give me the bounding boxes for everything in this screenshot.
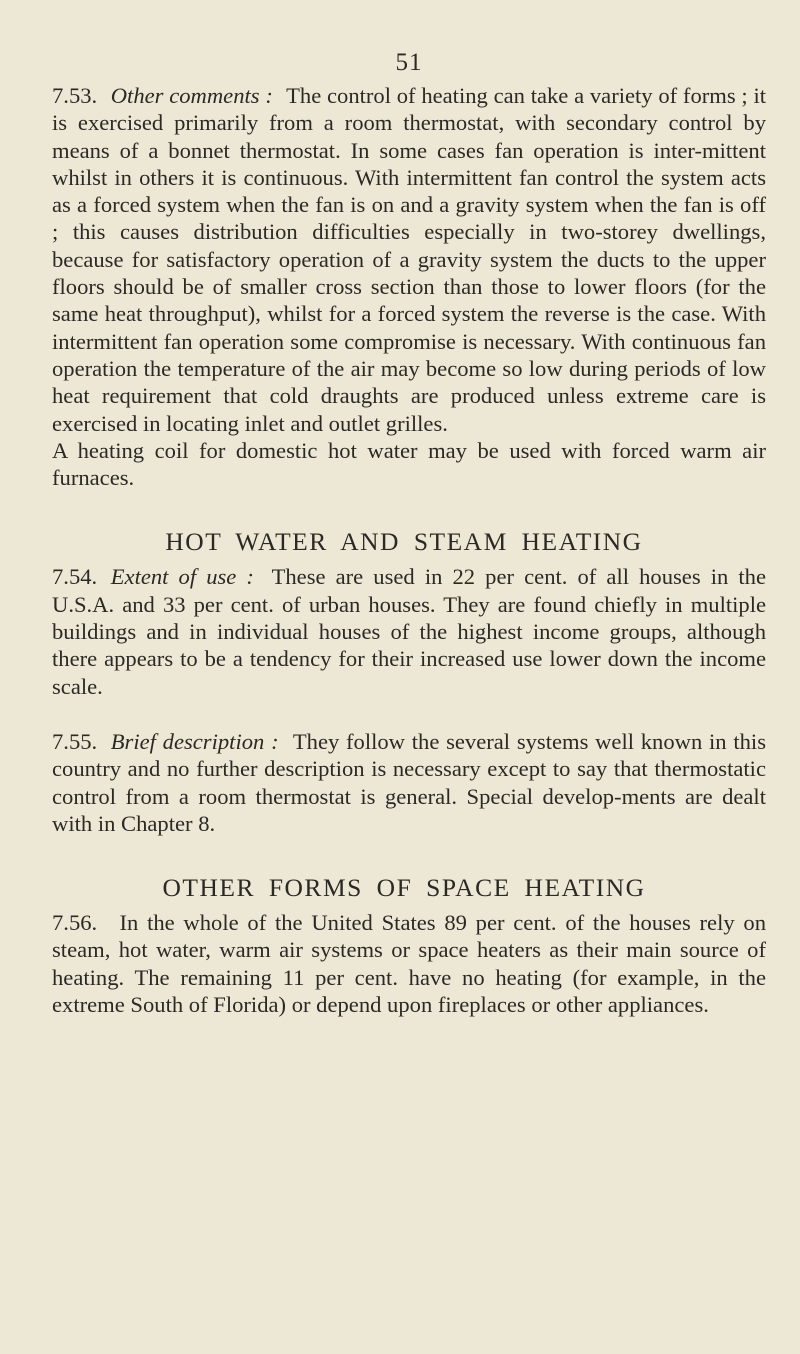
paragraph-7-55 xyxy=(52,728,766,837)
page-number: 51 xyxy=(395,49,423,76)
section-title: Brief description : xyxy=(110,728,279,754)
paragraph-7-54 xyxy=(52,563,766,699)
heading-hot-water-steam: HOT WATER AND STEAM HEATING xyxy=(165,527,643,557)
paragraph-text: A heating coil for domestic hot water may be used with forced warm air furnaces. xyxy=(52,437,766,491)
paragraph-7-53 xyxy=(52,82,766,437)
section-number: 7.55. xyxy=(52,728,98,754)
paragraph-7-56 xyxy=(52,909,766,1018)
paragraph-text: The control of heating can take a variety of forms ; it is exercised primarily from a room thermostat, with secondary control by means of a bonnet thermostat. In some cases fan operation is inter-mittent whilst in others it is continuous. With intermittent fan control the system acts as a forced system when the fan is on and a gravity system when the fan is off ; this causes distribution difficulties especially in two-storey dwellings, because for satisfactory operation of a gravity system the ducts to the upper floors should be of smaller cross section than those to lower floors (for the same heat throughput), whilst for a forced system the reverse is the case. With intermittent fan operation some compromise is necessary. With continuous fan operation the temperature of the air may become so low during periods of low heat requirement that cold draughts are produced unless extreme care is exercised in locating inlet and outlet grilles. xyxy=(52,83,766,436)
section-number: 7.53. xyxy=(52,83,98,108)
section-title: Other comments : xyxy=(110,83,273,108)
section-number: 7.54. xyxy=(52,564,98,590)
paragraph-text: In the whole of the United States 89 per cent. of the houses rely on steam, hot water, warm air systems or space heaters as their main source of heating. The remaining 11 per cent. have no heating (for example, in the extreme South of Florida) or depend upon fireplaces or other appliances. xyxy=(52,910,766,1018)
paragraph-text: They follow the several systems well known in this country and no further description is necessary except to say that thermostatic control from a room thermostat is general. Special develop-ments are dealt with in Chapter 8. xyxy=(52,728,766,836)
heading-other-forms: OTHER FORMS OF SPACE HEATING xyxy=(162,873,646,903)
paragraph-text: These are used in 22 per cent. of all houses in the U.S.A. and 33 per cent. of urban houses. They are found chiefly in multiple buildings and in individual houses of the highest income groups, although there appears to be a tendency for their increased use lower down the income scale. xyxy=(52,564,766,699)
section-number: 7.56. xyxy=(52,910,98,936)
section-title: Extent of use : xyxy=(110,564,254,590)
paragraph-7-53-followup xyxy=(52,437,766,492)
